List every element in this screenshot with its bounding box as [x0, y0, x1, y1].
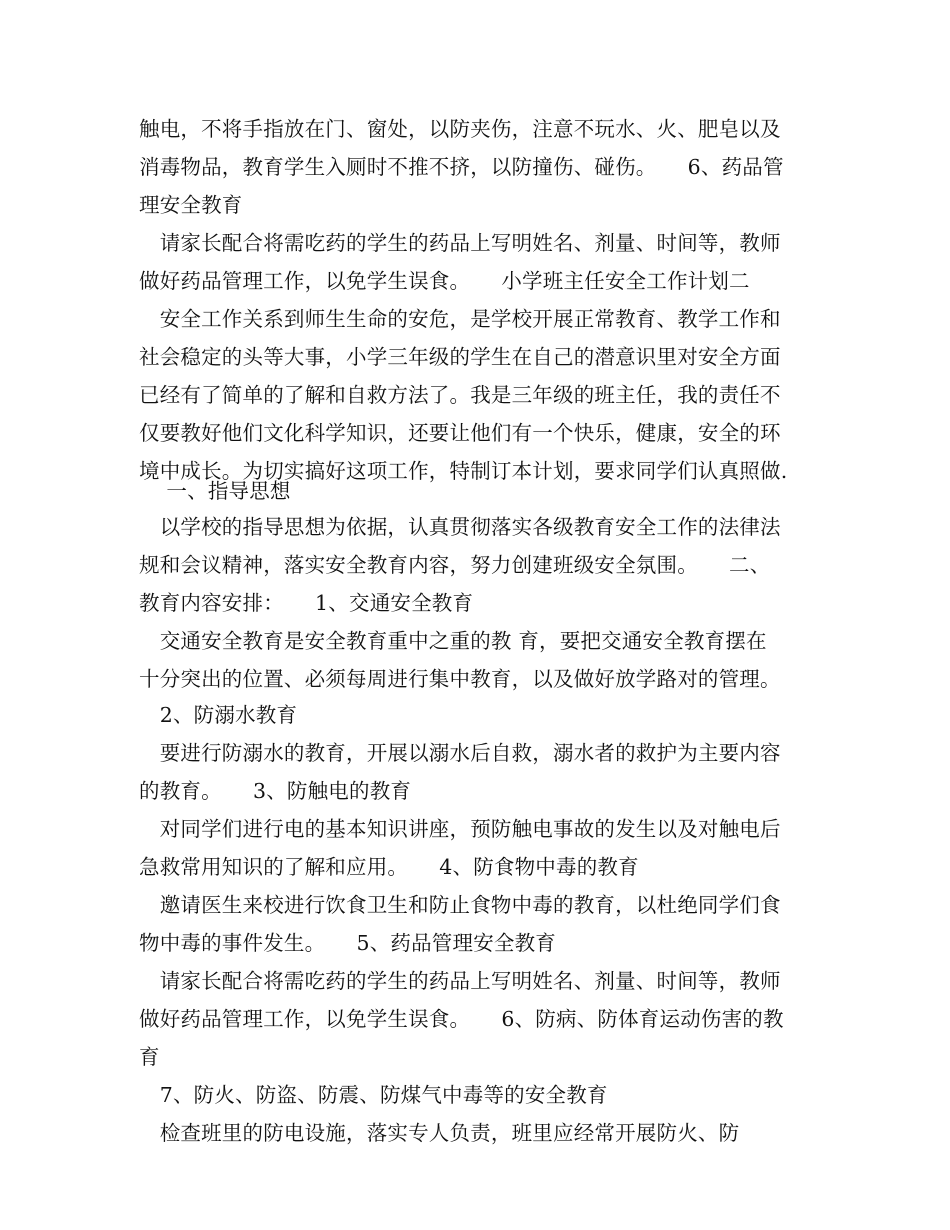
text-line: 已经有了简单的了解和自救方法了。我是三年级的班主任，我的责任不 [139, 383, 781, 407]
text-line: 以学校的指导思想为依据，认真贯彻落实各级教育安全工作的法律法 [139, 515, 781, 539]
text-line: 做好药品管理工作，以免学生误食。 小学班主任安全工作计划二 [139, 269, 750, 293]
section-heading: 2、防溺水教育 [139, 703, 298, 727]
text-line: 对同学们进行电的基本知识讲座，预防触电事故的发生以及对触电后 [139, 817, 781, 841]
text-line: 境中成长。为切实搞好这项工作，特制订本计划，要求同学们认真照做. [139, 459, 788, 483]
text-line: 检查班里的防电设施，落实专人负责，班里应经常开展防火、防 [139, 1121, 740, 1145]
text-line: 的教育。 3、防触电的教育 [139, 779, 412, 803]
text-line: 触电，不将手指放在门、窗处，以防夹伤，注意不玩水、火、肥皂以及 [139, 117, 781, 141]
section-heading: 7、防火、防盗、防震、防煤气中毒等的安全教育 [139, 1083, 608, 1107]
text-line: 社会稳定的头等大事，小学三年级的学生在自己的潜意识里对安全方面 [139, 345, 781, 369]
text-line: 安全工作关系到师生生命的安危，是学校开展正常教育、教学工作和 [139, 307, 781, 331]
text-line: 急救常用知识的了解和应用。 4、防食物中毒的教育 [139, 855, 639, 879]
text-line: 理安全教育 [139, 193, 243, 217]
text-line: 邀请医生来校进行饮食卫生和防止食物中毒的教育，以杜绝同学们食 [139, 893, 781, 917]
text-line: 规和会议精神，落实安全教育内容，努力创建班级安全氛围。 二、 [139, 553, 771, 577]
text-line: 请家长配合将需吃药的学生的药品上写明姓名、剂量、时间等，教师 [139, 231, 781, 255]
text-line: 交通安全教育是安全教育重中之重的教 育，要把交通安全教育摆在 [139, 629, 767, 653]
text-line: 要进行防溺水的教育，开展以溺水后自救，溺水者的救护为主要内容 [139, 741, 781, 765]
text-line: 育 [139, 1045, 160, 1069]
text-line: 十分突出的位置、必须每周进行集中教育，以及做好放学路对的管理。 [139, 667, 781, 691]
text-line: 做好药品管理工作，以免学生误食。 6、防病、防体育运动伤害的教 [139, 1007, 784, 1031]
text-line: 请家长配合将需吃药的学生的药品上写明姓名、剂量、时间等，教师 [139, 969, 781, 993]
text-line: 教育内容安排： 1、交通安全教育 [139, 591, 474, 615]
text-line: 仅要教好他们文化科学知识，还要让他们有一个快乐，健康，安全的环 [139, 421, 781, 445]
section-heading: 一、指导思想 [139, 479, 291, 503]
text-line: 物中毒的事件发生。 5、药品管理安全教育 [139, 931, 556, 955]
text-line: 消毒物品，教育学生入厕时不推不挤，以防撞伤、碰伤。 6、药品管 [139, 155, 784, 179]
